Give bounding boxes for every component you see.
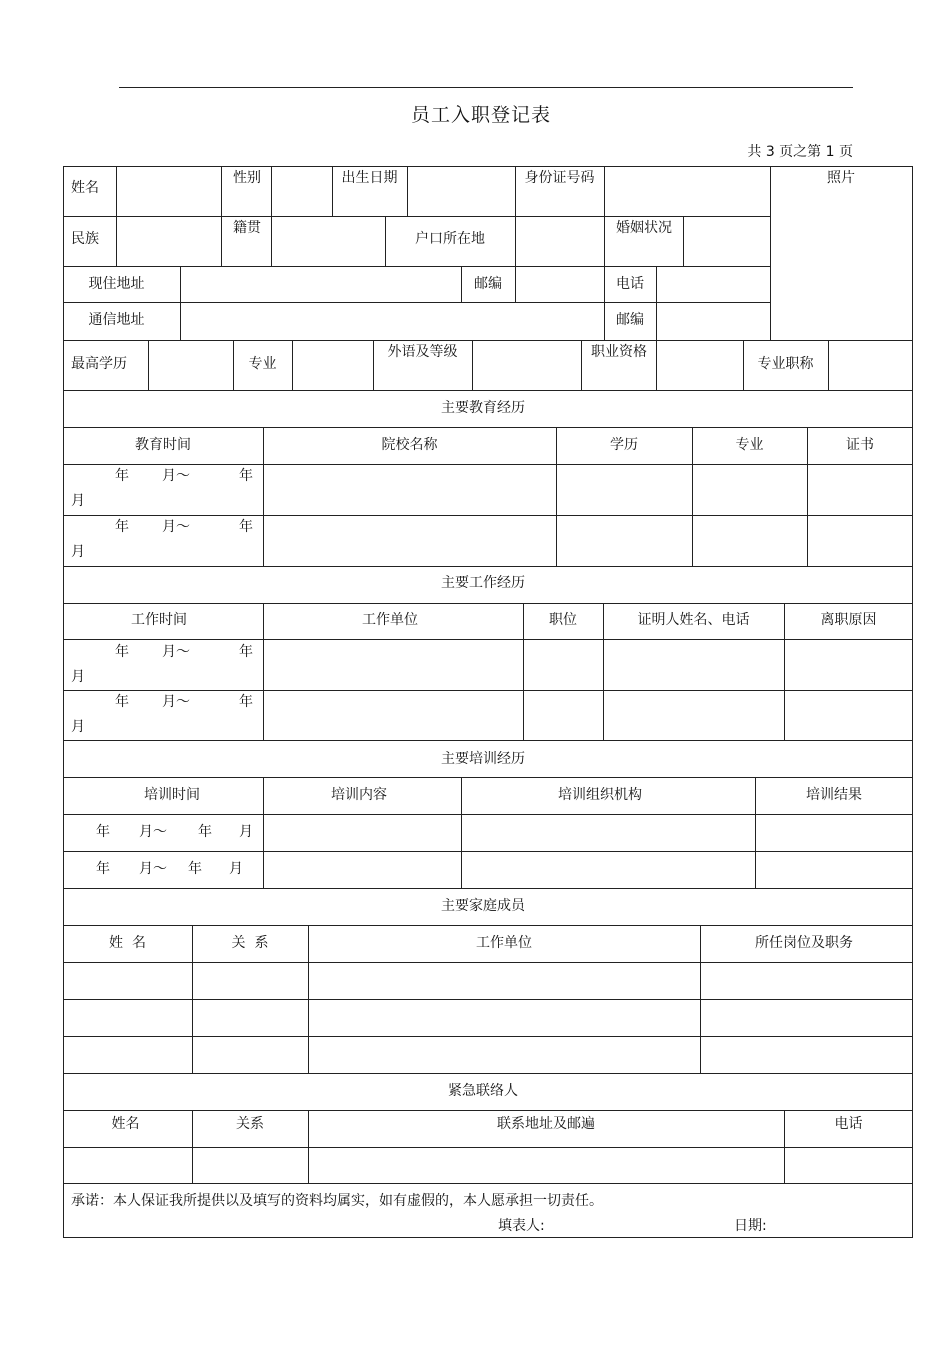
top-rule xyxy=(119,87,853,88)
family-header-relation: 关 系 xyxy=(231,935,269,951)
training-header-result: 培训结果 xyxy=(806,787,862,803)
postcode-label: 邮编 xyxy=(474,276,502,292)
emergency-header-address: 联系地址及邮遍 xyxy=(497,1116,595,1132)
registration-form-table: 姓名 性别 出生日期 身份证号码 照片 民族 籍贯 户口所在地 婚姻状况 现住地址 邮编 电话 通信地址 邮编 最高学历 专业 外语及等级 职业资格 专业职称 主要教育经历 教育时间 院校名称 学历 专业 证书 年 月～ 年 月 年 月～ 年 月 主要工作经历 工作时间 工作单位 职位 证明人姓名、电话 离职原因 年 月～ 年 月 年 月～ 年 月 主要培训经历 培训时间 培训内容 培训组织机构 培训结果 年 月～ 年 月 年 月～ 年 月 主要家庭成员 姓 名 关 系 工作单位 所任岗位及职务 紧急联络人 姓名 关系 联系地址及邮遍 电话 承诺：本人保证我所提供以及填写的资料均属实，如有虚假的，本人愿承担一切责任。 填表人: 日期: xyxy=(63,166,913,1238)
education-level-label: 最高学历 xyxy=(71,356,127,372)
training-header-time: 培训时间 xyxy=(144,787,200,803)
emergency-header-relation: 关系 xyxy=(236,1116,264,1132)
photo-label: 照片 xyxy=(827,170,855,186)
work-section-title: 主要工作经历 xyxy=(441,575,525,591)
family-header-employer: 工作单位 xyxy=(476,935,532,951)
family-header-name: 姓 名 xyxy=(109,935,146,951)
emergency-header-phone: 电话 xyxy=(834,1116,863,1132)
birth-date-label: 出生日期 xyxy=(341,170,398,186)
form-title: 员工入职登记表 xyxy=(410,104,551,126)
family-header-position: 所任岗位及职务 xyxy=(755,935,853,951)
household-registration-label: 户口所在地 xyxy=(415,231,485,247)
declaration-text: 承诺：本人保证我所提供以及填写的资料均属实，如有虚假的，本人愿承担一切责任。 xyxy=(71,1193,603,1209)
postcode-2-label: 邮编 xyxy=(616,312,644,328)
training-header-content: 培训内容 xyxy=(331,787,387,803)
family-section-title: 主要家庭成员 xyxy=(441,898,525,914)
work-header-reference: 证明人姓名、电话 xyxy=(637,612,750,628)
filled-by-label: 填表人: xyxy=(498,1218,545,1234)
date-label: 日期: xyxy=(734,1218,767,1234)
marital-status-label: 婚姻状况 xyxy=(616,220,672,236)
education-header-school: 院校名称 xyxy=(381,437,438,453)
page-info: 共 3 页之第 1 页 xyxy=(747,144,853,160)
work-header-employer: 工作单位 xyxy=(362,612,418,628)
ethnicity-label: 民族 xyxy=(71,231,99,247)
education-header-certificate: 证书 xyxy=(846,437,874,453)
professional-title-label: 专业职称 xyxy=(757,356,814,372)
name-label: 姓名 xyxy=(71,180,99,196)
education-header-major: 专业 xyxy=(735,437,764,453)
work-header-leaving-reason: 离职原因 xyxy=(820,612,877,628)
native-place-label: 籍贯 xyxy=(233,220,261,236)
work-header-position: 职位 xyxy=(549,612,577,628)
professional-qualification-label: 职业资格 xyxy=(591,344,647,360)
current-address-label: 现住地址 xyxy=(88,276,145,292)
emergency-section-title: 紧急联络人 xyxy=(448,1083,518,1099)
foreign-language-label: 外语及等级 xyxy=(387,344,458,360)
emergency-header-name: 姓名 xyxy=(111,1116,140,1132)
training-header-organization: 培训组织机构 xyxy=(558,787,642,803)
phone-label: 电话 xyxy=(616,276,644,292)
education-header-degree: 学历 xyxy=(610,437,638,453)
id-number-label: 身份证号码 xyxy=(524,170,595,186)
work-header-time: 工作时间 xyxy=(131,612,187,628)
education-header-time: 教育时间 xyxy=(135,437,191,453)
education-section-title: 主要教育经历 xyxy=(441,400,525,416)
gender-label: 性别 xyxy=(233,170,261,186)
major-label: 专业 xyxy=(248,356,277,372)
training-section-title: 主要培训经历 xyxy=(441,751,525,767)
mailing-address-label: 通信地址 xyxy=(88,312,145,328)
